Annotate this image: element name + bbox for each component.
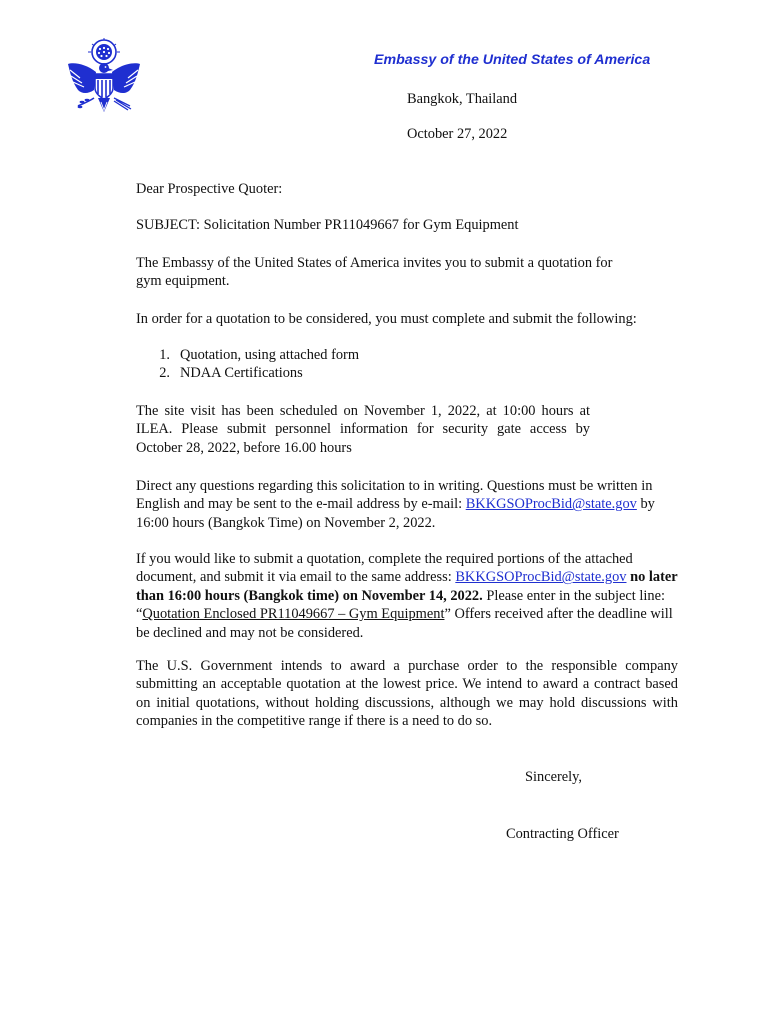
embassy-name: Embassy of the United States of America [374, 52, 651, 68]
list-item-text: Quotation, using attached form [180, 347, 360, 363]
email-link[interactable]: BKKGSOProcBid@state.gov [455, 569, 627, 586]
signer-title: Contracting Officer [506, 826, 619, 842]
requirements-list [136, 346, 359, 383]
salutation: Dear Prospective Quoter: [136, 181, 283, 197]
great-seal-eagle-icon [66, 38, 142, 118]
list-item-text: NDAA Certifications [180, 365, 303, 382]
list-item [136, 364, 359, 382]
list-item-number: 1. [159, 347, 170, 363]
list-item-number: 2. [159, 365, 170, 382]
list-item [136, 346, 359, 364]
submission-paragraph [136, 550, 678, 642]
submission-text: If you would like to submit a quotation, complete the required portions of the attached document, and submit it via email to the same address: [136, 551, 633, 586]
site-visit-paragraph: The site visit has been scheduled on November 1, 2022, at 10:00 hours at ILEA. Please submit personnel information for security gate access by October 28, 2022, before 16.00 hours [136, 403, 590, 456]
letter-date: October 27, 2022 [407, 126, 508, 142]
required-subject-line: Quotation Enclosed PR11049667 – Gym Equipment [142, 606, 445, 623]
intro-paragraph: The Embassy of the United States of America invites you to submit a quotation for gym equipment. [136, 255, 613, 290]
closing: Sincerely, [525, 769, 583, 785]
email-link[interactable]: BKKGSOProcBid@state.gov [465, 496, 637, 513]
questions-deadline-text: by 16:00 hours (Bangkok Time) on November 2, 2022. [136, 496, 655, 531]
subject-line: SUBJECT: Solicitation Number PR11049667 for Gym Equipment [136, 217, 519, 233]
letter-place: Bangkok, Thailand [407, 91, 518, 107]
submission-late-policy: ” Offers received after the deadline will be declined and may not be considered. [136, 606, 673, 641]
award-paragraph: The U.S. Government intends to award a purchase order to the responsible company submitting an acceptable quotation at the lowest price. We intend to award a contract based on initial quotations, without holding discussions, although we may hold discussions with companies in the competitive range if there is a need to do so. [136, 658, 678, 730]
submission-deadline: no later than 16:00 hours (Bangkok time) on November 14, 2022. [136, 569, 678, 604]
subject-line-intro: Please enter in the subject line: “ [136, 587, 665, 623]
questions-paragraph [136, 477, 678, 532]
requirements-intro: In order for a quotation to be considered, you must complete and submit the following: [136, 311, 637, 327]
questions-text: Direct any questions regarding this solicitation to in writing. Questions must be written in English and may be sent to the e-mail address by e-mail: [136, 478, 653, 513]
